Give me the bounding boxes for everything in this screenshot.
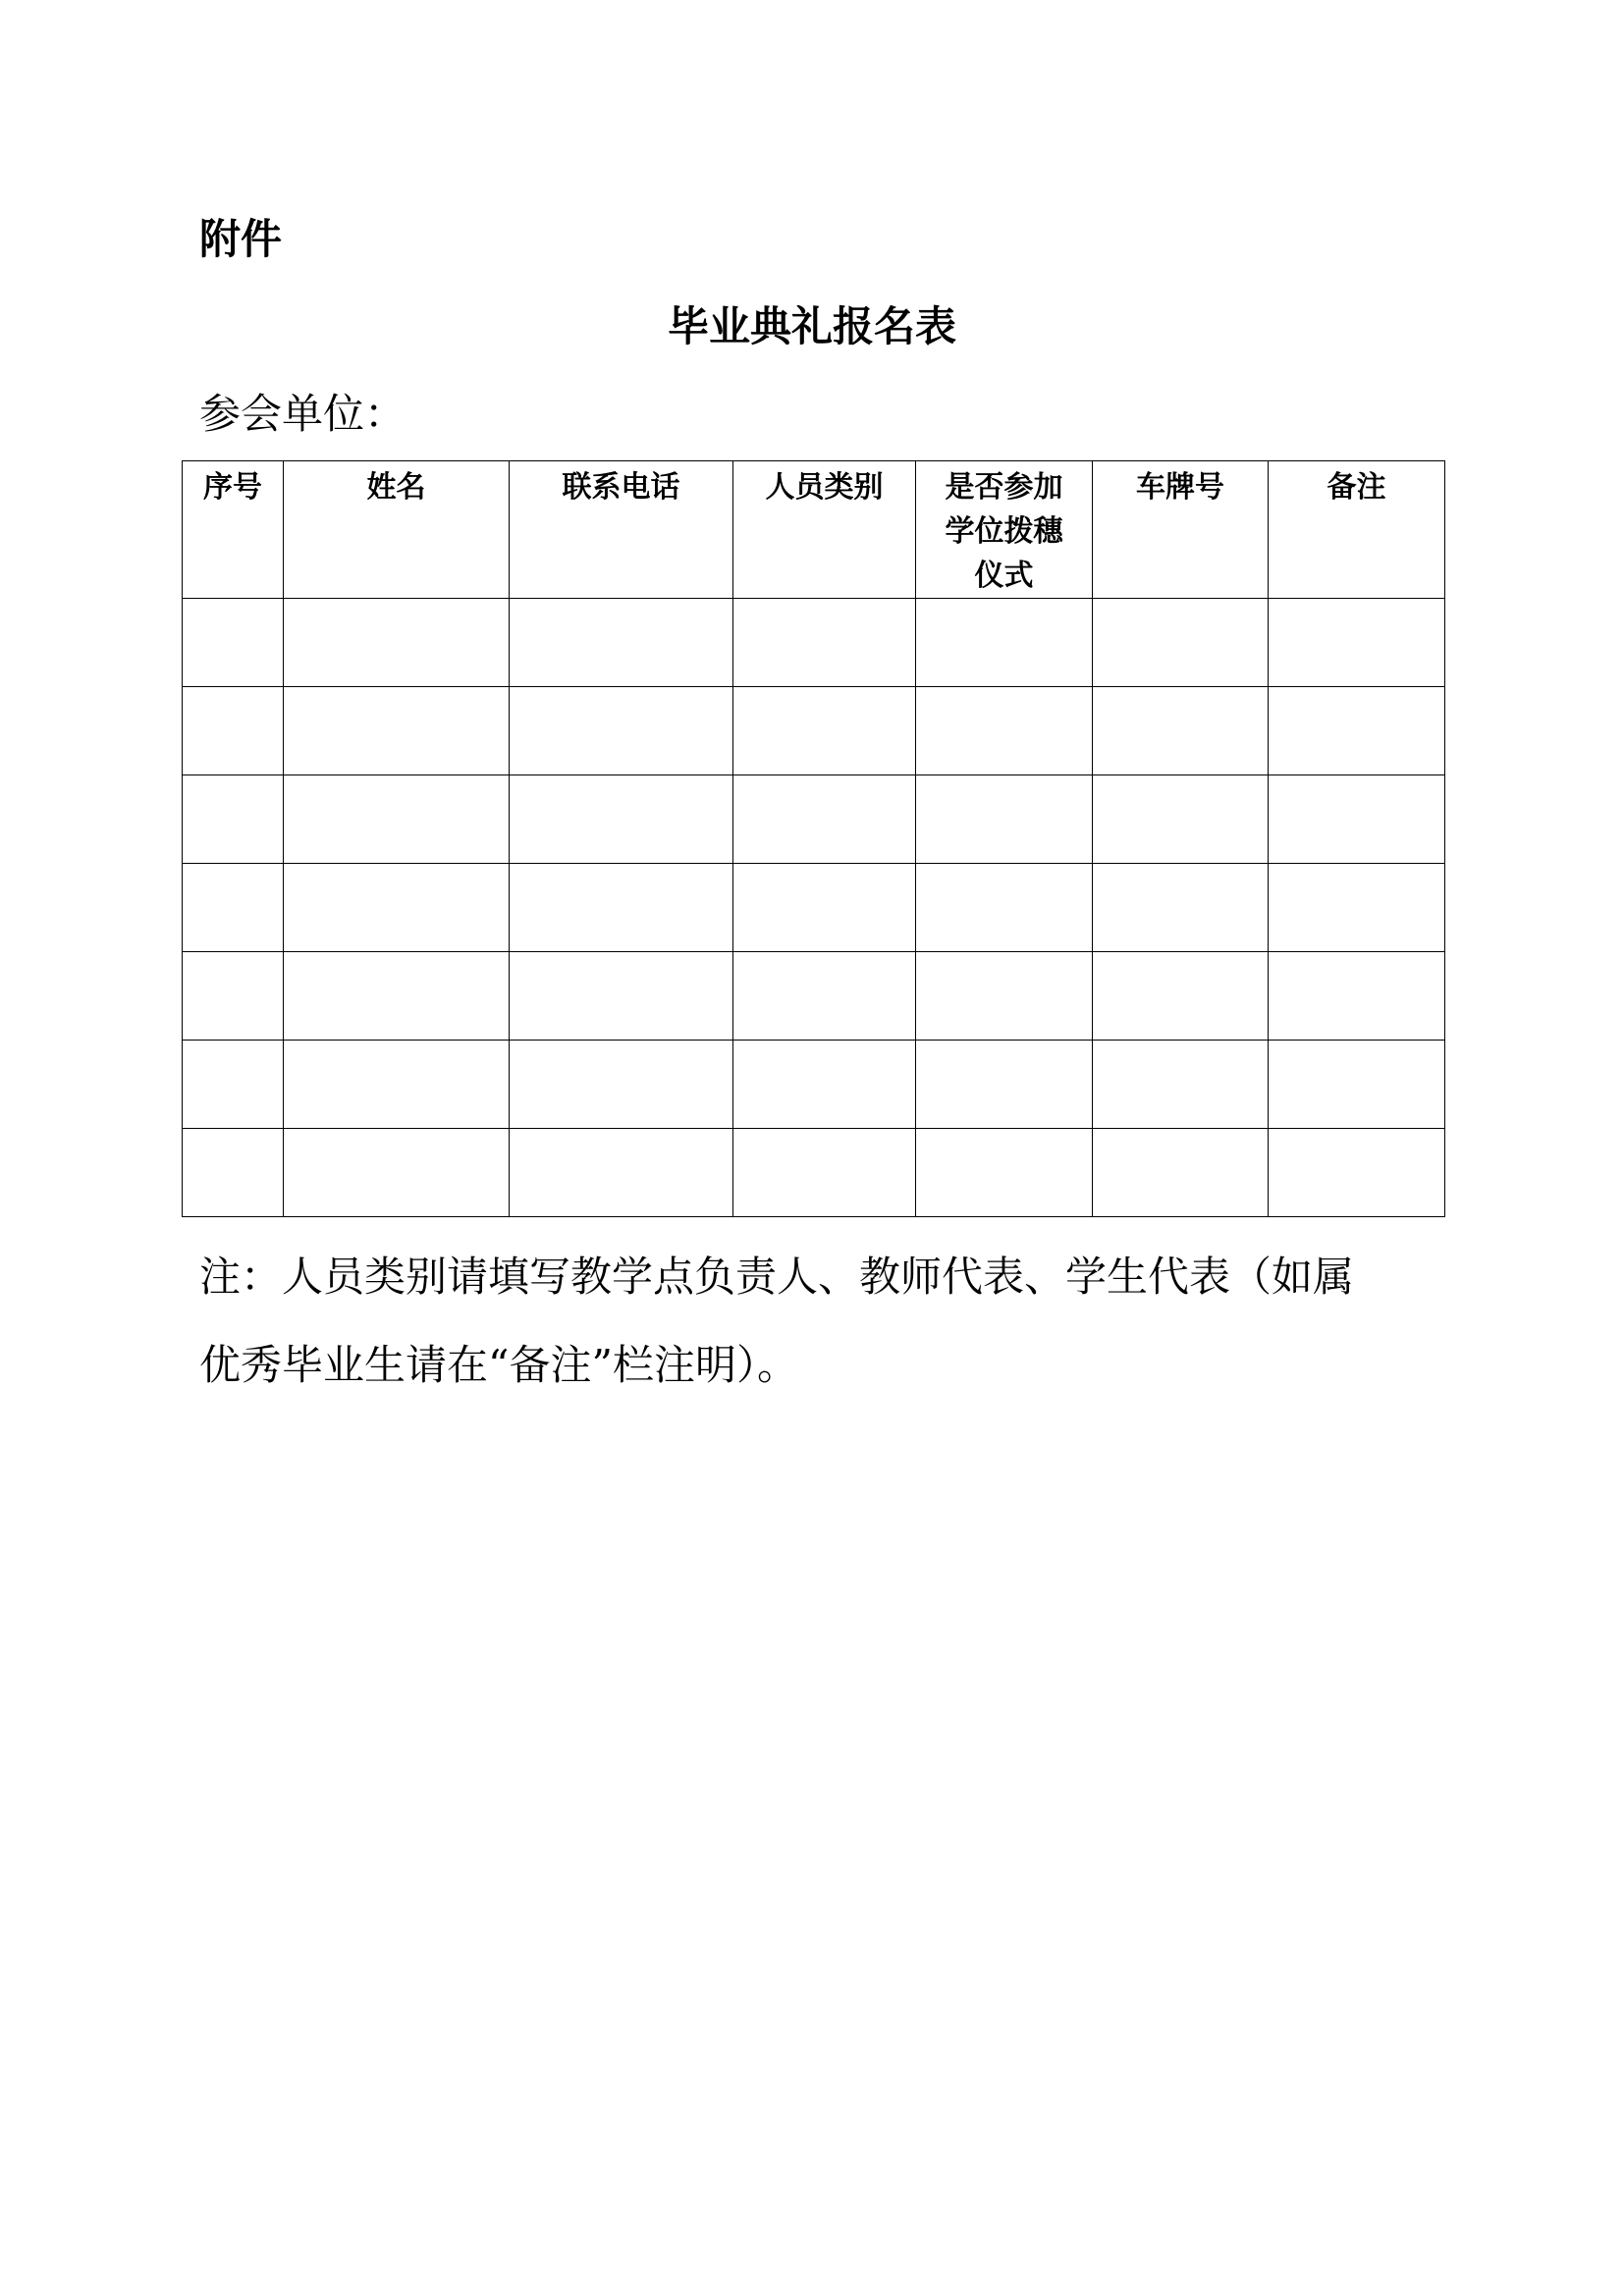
- table-row: [183, 687, 1445, 775]
- table-row: [183, 952, 1445, 1041]
- cell-serial-number[interactable]: [183, 1129, 284, 1217]
- cell-plate-number[interactable]: [1093, 1129, 1269, 1217]
- header-phone: 联系电话: [510, 461, 733, 599]
- note-line-1: 注：人员类别请填写教学点负责人、教师代表、学生代表（如属: [199, 1253, 1355, 1301]
- cell-name[interactable]: [284, 864, 510, 952]
- cell-phone[interactable]: [510, 1041, 733, 1129]
- cell-ceremony-attendance[interactable]: [916, 775, 1093, 864]
- header-serial-number: 序号: [183, 461, 284, 599]
- cell-ceremony-attendance[interactable]: [916, 1129, 1093, 1217]
- cell-plate-number[interactable]: [1093, 775, 1269, 864]
- cell-name[interactable]: [284, 599, 510, 687]
- cell-personnel-category[interactable]: [733, 864, 916, 952]
- cell-remarks[interactable]: [1269, 952, 1445, 1041]
- cell-phone[interactable]: [510, 687, 733, 775]
- cell-serial-number[interactable]: [183, 1041, 284, 1129]
- cell-serial-number[interactable]: [183, 864, 284, 952]
- table-row: [183, 775, 1445, 864]
- cell-personnel-category[interactable]: [733, 952, 916, 1041]
- cell-remarks[interactable]: [1269, 687, 1445, 775]
- cell-ceremony-attendance[interactable]: [916, 687, 1093, 775]
- cell-plate-number[interactable]: [1093, 687, 1269, 775]
- cell-plate-number[interactable]: [1093, 1041, 1269, 1129]
- note: [199, 1233, 1436, 1410]
- cell-personnel-category[interactable]: [733, 599, 916, 687]
- cell-remarks[interactable]: [1269, 1041, 1445, 1129]
- attachment-label: 附件: [199, 215, 283, 263]
- cell-plate-number[interactable]: [1093, 599, 1269, 687]
- cell-ceremony-attendance[interactable]: [916, 952, 1093, 1041]
- cell-name[interactable]: [284, 775, 510, 864]
- header-remarks: 备注: [1269, 461, 1445, 599]
- table-row: [183, 1041, 1445, 1129]
- cell-ceremony-attendance[interactable]: [916, 1041, 1093, 1129]
- cell-remarks[interactable]: [1269, 1129, 1445, 1217]
- cell-serial-number[interactable]: [183, 952, 284, 1041]
- cell-name[interactable]: [284, 687, 510, 775]
- header-name: 姓名: [284, 461, 510, 599]
- table-row: [183, 599, 1445, 687]
- cell-ceremony-attendance[interactable]: [916, 864, 1093, 952]
- cell-phone[interactable]: [510, 952, 733, 1041]
- cell-serial-number[interactable]: [183, 775, 284, 864]
- cell-name[interactable]: [284, 952, 510, 1041]
- header-ceremony-attendance-line: 是否参加 学位拨穗 仪式: [945, 470, 1063, 593]
- cell-personnel-category[interactable]: [733, 775, 916, 864]
- header-ceremony-attendance: [916, 461, 1093, 599]
- cell-name[interactable]: [284, 1041, 510, 1129]
- cell-personnel-category[interactable]: [733, 1129, 916, 1217]
- table-row: [183, 1129, 1445, 1217]
- cell-serial-number[interactable]: [183, 687, 284, 775]
- registration-table: [182, 460, 1445, 1217]
- cell-personnel-category[interactable]: [733, 1041, 916, 1129]
- cell-phone[interactable]: [510, 864, 733, 952]
- cell-plate-number[interactable]: [1093, 864, 1269, 952]
- form-title: 毕业典礼报名表: [667, 302, 956, 350]
- table-row: [183, 864, 1445, 952]
- cell-phone[interactable]: [510, 775, 733, 864]
- cell-ceremony-attendance[interactable]: [916, 599, 1093, 687]
- table-header-row: [183, 461, 1445, 599]
- cell-serial-number[interactable]: [183, 599, 284, 687]
- cell-phone[interactable]: [510, 599, 733, 687]
- cell-personnel-category[interactable]: [733, 687, 916, 775]
- cell-remarks[interactable]: [1269, 775, 1445, 864]
- unit-label: 参会单位：: [199, 390, 406, 438]
- cell-remarks[interactable]: [1269, 599, 1445, 687]
- cell-plate-number[interactable]: [1093, 952, 1269, 1041]
- note-line-2: 优秀毕业生请在“备注”栏注明）。: [199, 1341, 798, 1389]
- cell-name[interactable]: [284, 1129, 510, 1217]
- header-plate-number: 车牌号: [1093, 461, 1269, 599]
- cell-remarks[interactable]: [1269, 864, 1445, 952]
- header-personnel-category: 人员类别: [733, 461, 916, 599]
- cell-phone[interactable]: [510, 1129, 733, 1217]
